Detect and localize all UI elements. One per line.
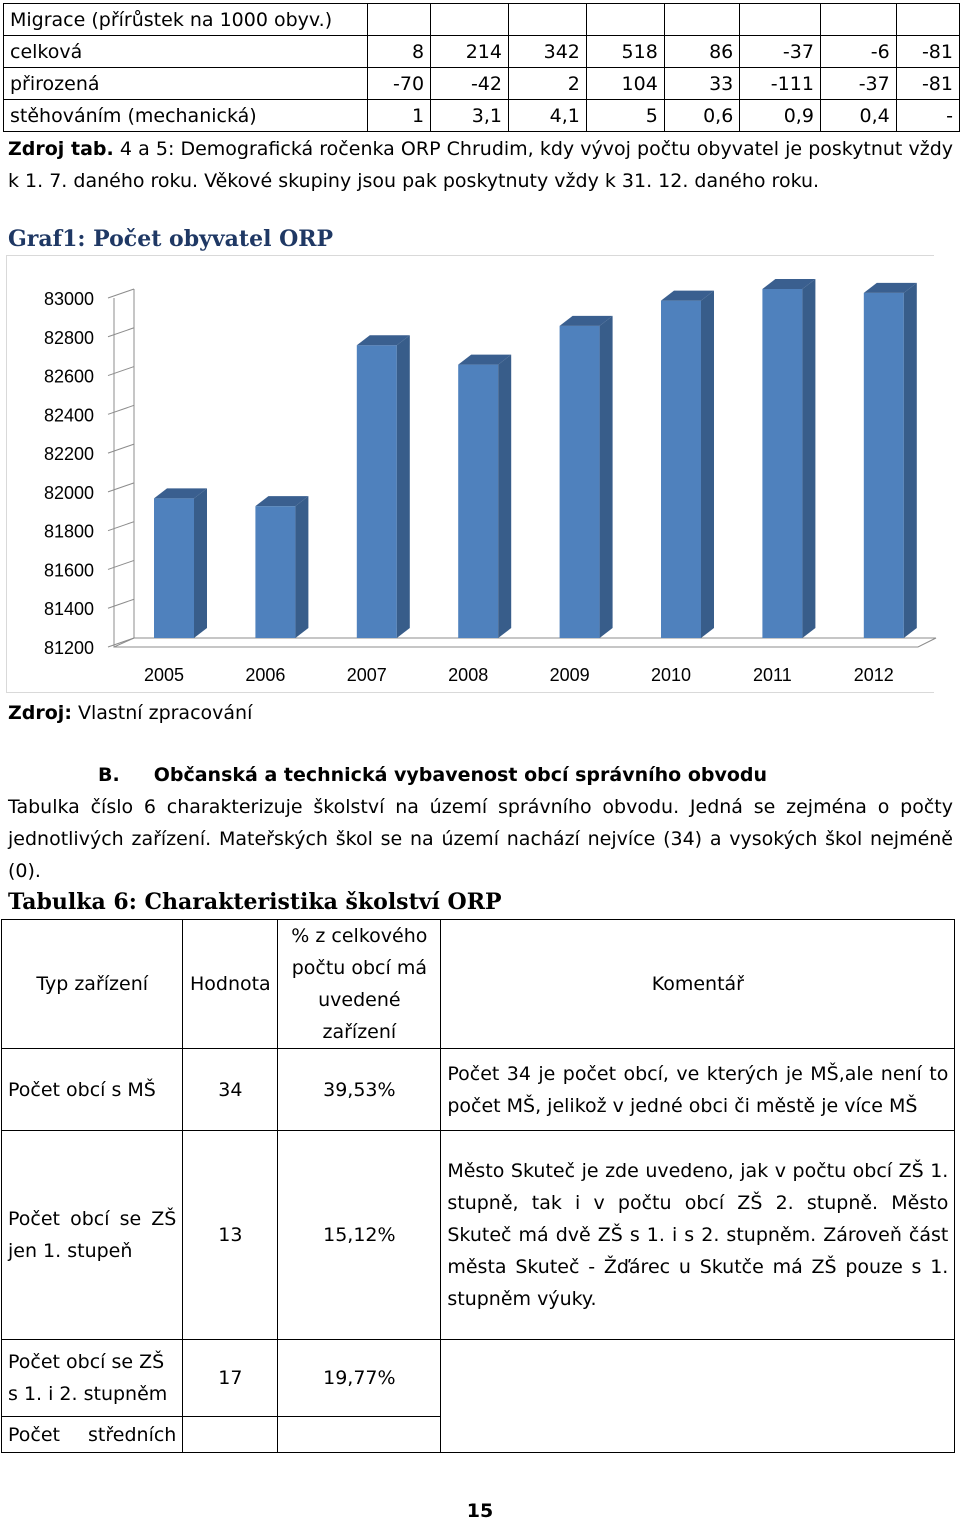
cell-type: Počet obcí se ZŠ s 1. i 2. stupněm [2, 1340, 183, 1417]
source-note [8, 133, 953, 197]
cell-type: Počet obcí se ZŠ jen 1. stupeň [2, 1131, 183, 1340]
table-cell: 104 [586, 68, 664, 100]
y-tick-label: 81600 [43, 560, 94, 581]
cell-percent: 15,12% [278, 1131, 441, 1340]
bar-side [600, 316, 613, 638]
bar [255, 496, 308, 638]
bar [154, 488, 207, 638]
source-note-prefix: Zdroj tab. [8, 138, 114, 160]
bar-front [560, 326, 600, 638]
table-row [2, 1340, 955, 1417]
table-cell: 5 [586, 100, 664, 132]
x-tick-label: 2010 [650, 665, 692, 685]
table-cell: -37 [820, 68, 896, 100]
cell-percent: 39,53% [278, 1049, 441, 1131]
bar-front [357, 345, 397, 638]
y-tick-label: 82800 [43, 327, 94, 348]
table-row [4, 36, 960, 68]
chart-source-text: Vlastní zpracování [71, 702, 253, 724]
table-cell: 0,4 [820, 100, 896, 132]
x-axis-floor [114, 638, 936, 647]
table-cell: - [896, 100, 959, 132]
x-tick-label: 2007 [346, 665, 387, 685]
table-cell: 342 [508, 36, 586, 68]
cell-percent: 19,77% [278, 1340, 441, 1417]
y-tick-mark [108, 444, 134, 453]
cell-type: Počet obcí s MŠ [2, 1049, 183, 1131]
bar-front [762, 289, 802, 638]
y-tick-label: 82200 [43, 444, 94, 465]
migration-table [3, 3, 960, 132]
x-tick-label: 2006 [245, 665, 286, 685]
y-tick-mark [108, 522, 134, 531]
row-label: stěhováním (mechanická) [4, 100, 368, 132]
table-cell: 4,1 [508, 100, 586, 132]
bar [762, 279, 815, 638]
bar [560, 316, 613, 638]
y-tick-mark [108, 599, 134, 608]
y-tick-mark [108, 289, 134, 298]
table-header-row [2, 920, 955, 1049]
bar-front [255, 506, 295, 638]
chart-source-label: Zdroj: [8, 702, 72, 724]
table-cell: -81 [896, 36, 959, 68]
cell-comment [441, 1340, 955, 1453]
cell-comment: Počet 34 je počet obcí, ve kterých je MŠ,ale není to počet MŠ, jelikož v jedné obci či městě je více MŠ [441, 1049, 955, 1131]
table-cell: 86 [664, 36, 739, 68]
y-tick-label: 82600 [43, 366, 94, 387]
table-cell: 0,6 [664, 100, 739, 132]
bar-front [661, 301, 701, 638]
schools-table [1, 919, 955, 1453]
bar-side [498, 355, 511, 638]
bar-front [864, 293, 904, 638]
source-note-text: 4 a 5: Demografická ročenka ORP Chrudim, kdy vývoj počtu obyvatel je poskytnut vždy k 1. 7. daného roku. Věkové skupiny jsou pak poskytnuty vždy k 31. 12. daného roku. [8, 138, 954, 192]
cell-value: 13 [183, 1131, 278, 1340]
x-tick-label: 2009 [549, 665, 590, 685]
col-header-value: Hodnota [183, 920, 278, 1049]
bar [864, 283, 917, 638]
table-cell: 33 [664, 68, 739, 100]
bar-side [194, 488, 207, 638]
table-cell: 1 [367, 100, 430, 132]
bar-front [458, 365, 498, 638]
x-tick-label: 2008 [448, 665, 489, 685]
table-row [2, 1131, 955, 1340]
y-tick-label: 81800 [43, 521, 94, 542]
col-header-percent: % z celkového počtu obcí má uvedené zařízení [278, 920, 441, 1049]
cell-value: 17 [183, 1340, 278, 1417]
bar-side [802, 279, 815, 638]
y-tick-label: 83000 [43, 289, 94, 309]
table-cell: 214 [431, 36, 509, 68]
x-tick-label: 2011 [753, 665, 792, 685]
cell-type [2, 1417, 183, 1453]
bar-side [701, 291, 714, 638]
cell-value: 34 [183, 1049, 278, 1131]
x-tick-label: 2012 [853, 665, 894, 685]
col-header-comment: Komentář [441, 920, 955, 1049]
table-cell: -70 [367, 68, 430, 100]
x-tick-label: 2005 [143, 665, 185, 685]
table-cell: -37 [740, 36, 821, 68]
row-label: přirozená [4, 68, 368, 100]
y-tick-mark [108, 328, 134, 337]
cell-comment: Město Skuteč je zde uvedeno, jak v počtu obcí ZŠ 1. stupně, tak i v počtu obcí ZŠ 2. stupně. Město Skuteč má dvě ZŠ s 1. i s 2. stupněm. Zároveň část města Skuteč - Žďárec u Skutče má ZŠ pouze s 1. stupněm výuky. [441, 1131, 955, 1340]
table-cell: 0,9 [740, 100, 821, 132]
y-tick-label: 82000 [43, 482, 94, 503]
row-label: Migrace (přírůstek na 1000 obyv.) [4, 4, 368, 36]
bar-side [295, 496, 308, 638]
y-tick-mark [108, 483, 134, 492]
bar-side [397, 335, 410, 638]
bar [357, 335, 410, 638]
table-cell: 8 [367, 36, 430, 68]
bar [458, 355, 511, 638]
col-header-type: Typ zařízení [2, 920, 183, 1049]
table-row [2, 1049, 955, 1131]
section-b-paragraph: Tabulka číslo 6 charakterizuje školství na území správního obvodu. Jedná se zejména o počty jednotlivých zařízení. Mateřských škol se na území nachází nejvíce (34) a vysokých škol nejméně (0). [8, 796, 953, 882]
bar [661, 291, 714, 638]
y-tick-mark [108, 367, 134, 376]
y-axis-wall [114, 289, 134, 647]
bar-front [154, 498, 194, 638]
table-cell: -81 [896, 68, 959, 100]
population-chart [0, 255, 960, 695]
bar-side [904, 283, 917, 638]
table-cell: 518 [586, 36, 664, 68]
y-tick-label: 81400 [43, 599, 94, 620]
cell-percent [278, 1417, 441, 1453]
table-cell: -111 [740, 68, 821, 100]
table6-title: Tabulka 6: Charakteristika školství ORP [8, 889, 502, 915]
table-row [4, 4, 960, 36]
table-row [4, 68, 960, 100]
cell-type-text: Počet středních [8, 1423, 177, 1446]
row-label: celková [4, 36, 368, 68]
cell-value [183, 1417, 278, 1453]
chart-source [8, 697, 252, 729]
section-b-letter: B. [98, 764, 120, 786]
table-cell: -6 [820, 36, 896, 68]
y-tick-label: 82400 [43, 405, 94, 426]
table-cell: 2 [508, 68, 586, 100]
table-cell: 3,1 [431, 100, 509, 132]
page-number: 15 [466, 1500, 494, 1522]
table-cell: -42 [431, 68, 509, 100]
section-b-title: Občanská a technická vybavenost obcí správního obvodu [153, 764, 768, 786]
y-tick-label: 81200 [43, 638, 94, 658]
y-tick-mark [108, 405, 134, 414]
table-row [4, 100, 960, 132]
y-tick-mark [108, 560, 134, 569]
section-b-heading [98, 759, 767, 791]
chart-title: Graf1: Počet obyvatel ORP [8, 226, 334, 252]
